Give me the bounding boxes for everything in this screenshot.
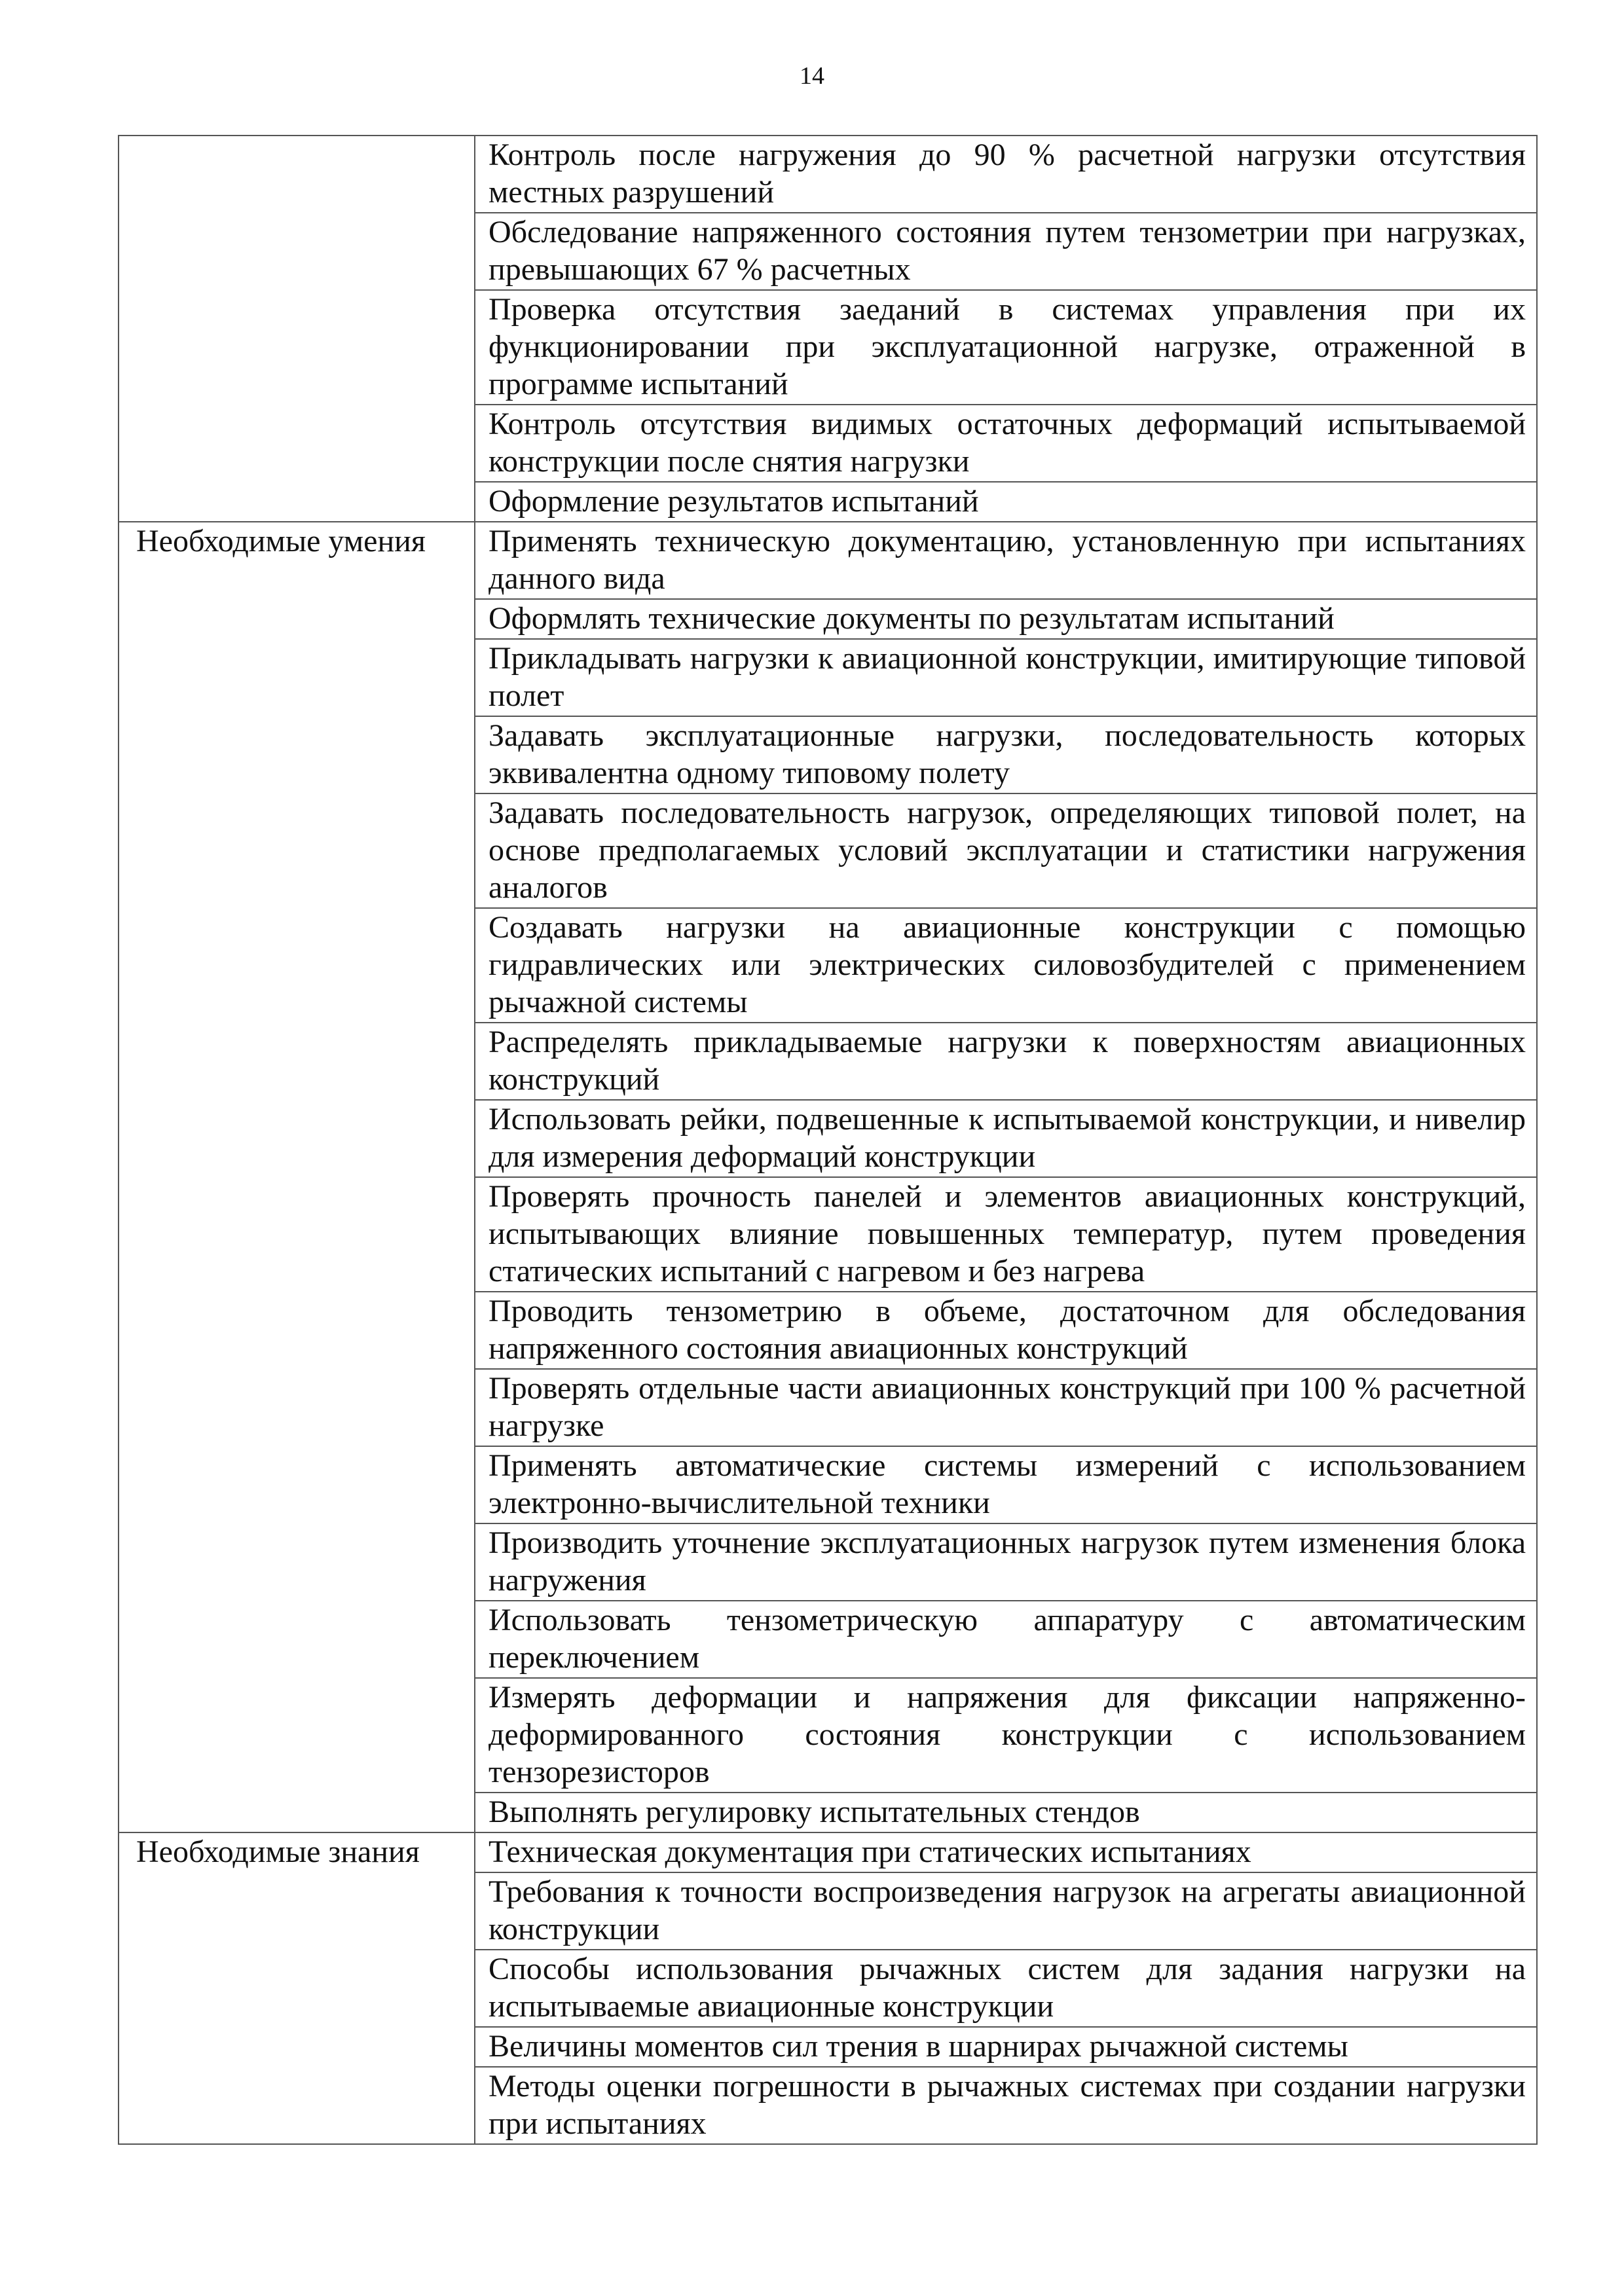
requirement-item: Величины моментов сил трения в шарнирах рычажной системы [475,2027,1537,2067]
requirement-item: Задавать последовательность нагрузок, определяющих типовой полет, на основе предполагаемых условий эксплуатации и статистики нагружения аналогов [475,793,1537,908]
requirement-item: Оформлять технические документы по результатам испытаний [475,599,1537,639]
requirement-item: Измерять деформации и напряжения для фиксации напряженно-деформированного состояния конструкции с использованием тензорезисторов [475,1678,1537,1793]
requirement-item: Проводить тензометрию в объеме, достаточном для обследования напряженного состояния авиационных конструкций [475,1292,1537,1369]
section-label [119,136,475,522]
requirement-item: Применять техническую документацию, установленную при испытаниях данного вида [475,522,1537,599]
requirement-item: Требования к точности воспроизведения нагрузок на агрегаты авиационной конструкции [475,1872,1537,1950]
requirement-item: Проверка отсутствия заеданий в системах управления при их функционировании при эксплуатационной нагрузке, отраженной в программе испытаний [475,290,1537,405]
page-number: 14 [800,62,824,90]
requirement-item: Задавать эксплуатационные нагрузки, последовательность которых эквивалентна одному типовому полету [475,716,1537,793]
table-row [119,136,1537,213]
requirement-item: Способы использования рычажных систем для задания нагрузки на испытываемые авиационные конструкции [475,1950,1537,2027]
requirement-item: Проверять отдельные части авиационных конструкций при 100 % расчетной нагрузке [475,1369,1537,1446]
requirement-item: Выполнять регулировку испытательных стендов [475,1793,1537,1832]
requirement-item: Методы оценки погрешности в рычажных системах при создании нагрузки при испытаниях [475,2067,1537,2144]
requirement-item: Создавать нагрузки на авиационные конструкции с помощью гидравлических или электрических силовозбудителей с применением рычажной системы [475,908,1537,1023]
requirement-item: Контроль отсутствия видимых остаточных деформаций испытываемой конструкции после снятия нагрузки [475,405,1537,482]
requirement-item: Использовать рейки, подвешенные к испытываемой конструкции, и нивелир для измерения деформаций конструкции [475,1100,1537,1177]
requirement-item: Проверять прочность панелей и элементов авиационных конструкций, испытывающих влияние повышенных температур, путем проведения статических испытаний с нагревом и без нагрева [475,1177,1537,1292]
requirement-item: Применять автоматические системы измерений с использованием электронно-вычислительной техники [475,1446,1537,1523]
table-row [119,522,1537,599]
section-label: Необходимые умения [119,522,475,1832]
requirement-item: Производить уточнение эксплуатационных нагрузок путем изменения блока нагружения [475,1523,1537,1601]
table-body [119,136,1537,2144]
requirement-item: Контроль после нагружения до 90 % расчетной нагрузки отсутствия местных разрушений [475,136,1537,213]
requirement-item: Техническая документация при статических испытаниях [475,1832,1537,1872]
requirement-item: Оформление результатов испытаний [475,482,1537,522]
section-label: Необходимые знания [119,1832,475,2144]
requirement-item: Распределять прикладываемые нагрузки к поверхностям авиационных конструкций [475,1023,1537,1100]
requirements-table [118,135,1538,2145]
requirement-item: Прикладывать нагрузки к авиационной конструкции, имитирующие типовой полет [475,639,1537,716]
table-row [119,1832,1537,1872]
requirement-item: Использовать тензометрическую аппаратуру с автоматическим переключением [475,1601,1537,1678]
requirement-item: Обследование напряженного состояния путем тензометрии при нагрузках, превышающих 67 % расчетных [475,213,1537,290]
